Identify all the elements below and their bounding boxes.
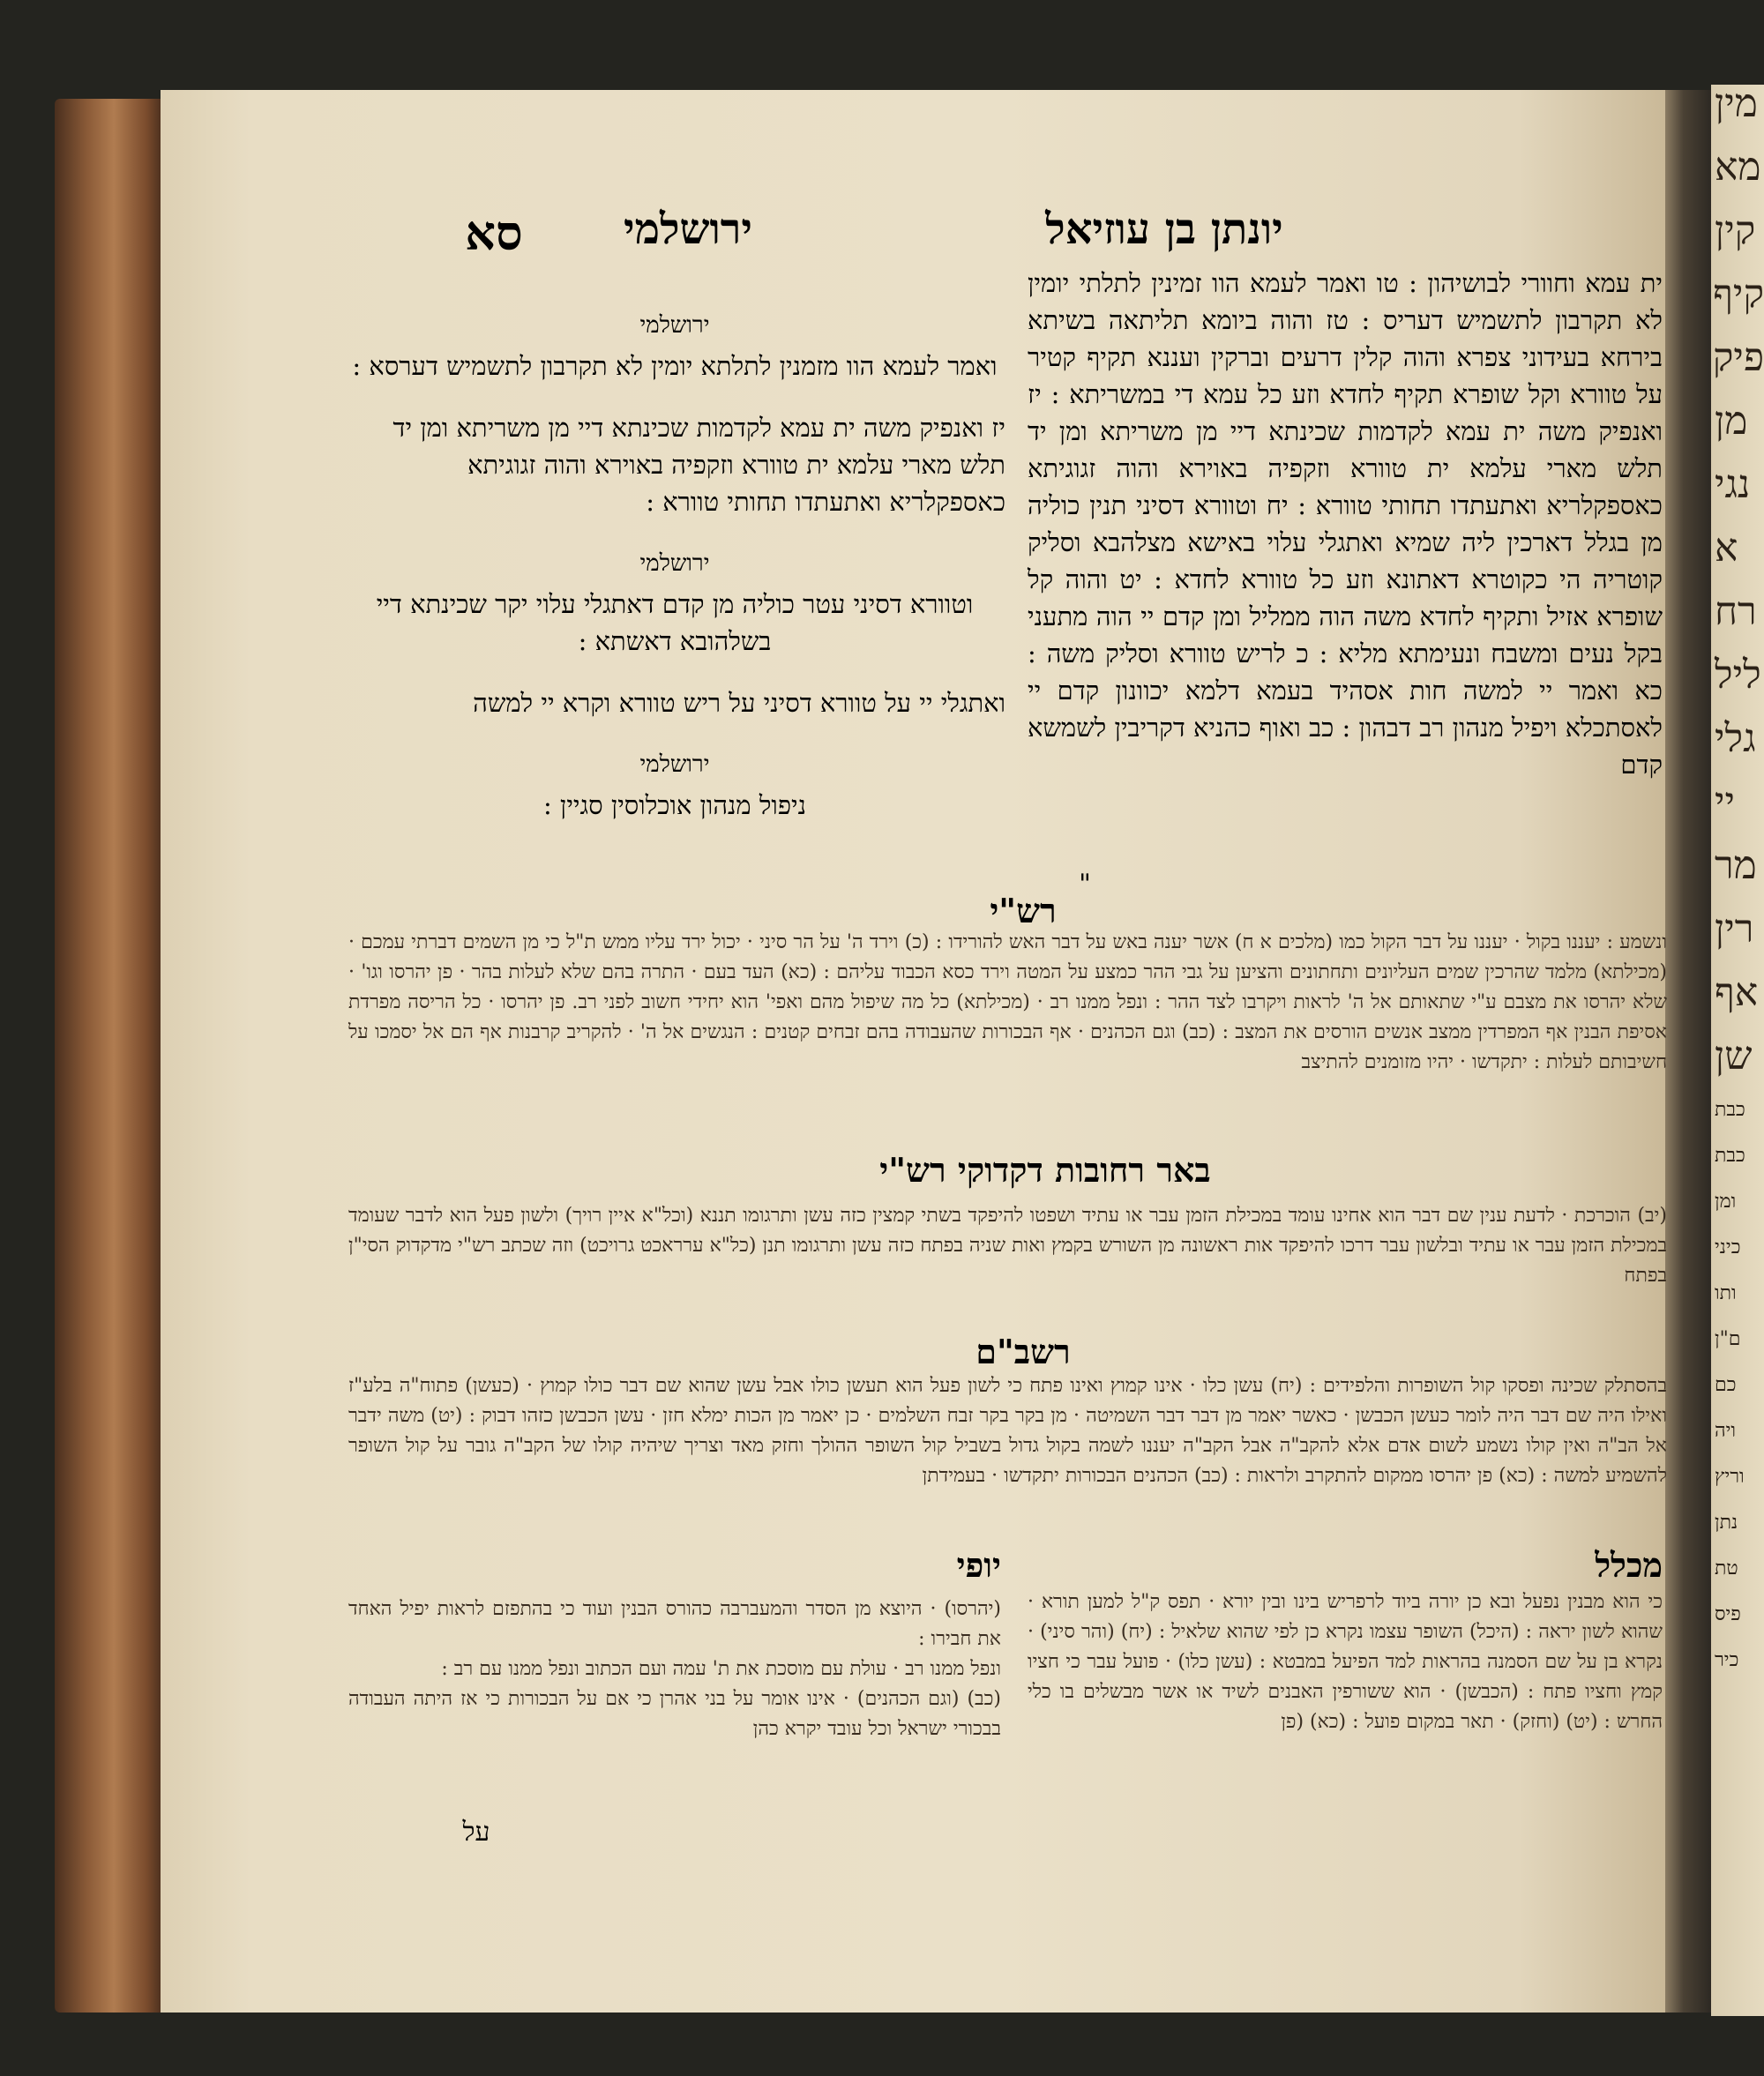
yerushalmi-text: ואמר לעמא הוו מזמנין לתלתא יומין לא תקרבון לתשמיש דערסא :	[352, 351, 998, 381]
next-page-fragment: וריץ	[1715, 1466, 1745, 1488]
rashi-commentary: ונשמע : יעננו בקול · יעננו על דבר הקול כמו (מלכים א ח) אשר יענה באש על דבר האש להורידו : (כ) וירד ה' על הר סיני · יכול ירד עליו ממש ת"ל כי מן השמים דברתי עמכם · (מכילתא) מלמד שהרכין שמים העליונים ותחתונים והציען על גבי ההר כמצע על המטה וירד כסא הכבוד עליהם : (כא) העד בעם · התרה בהם שלא לעלות בהר · פן יהרסו וגו' · שלא יהרסו את מצבם ע"י שתאותם אל ה' לראות ויקרבו לצד ההר : ונפל ממנו רב · (מכילתא) כל מה שיפול מהם ואפי' הוא יחידי חשוב לפני רב. פן יהרסו · כל הריסה מפרדת אסיפת הבנין אף המפרדין ממצב אנשים הורסים את המצב : (כב) וגם הכהנים · אף הבכורות שהעבודה בהם זבחים קטנים : הנגשים אל ה' · להקריב קרבנות אף הם אל יסמכו על חשיבותם לעלות : יתקדשו · יהיו מזומנים להתיצב	[348, 931, 1667, 1073]
yerushalmi-block	[344, 545, 1005, 660]
next-page-fragment: כם	[1715, 1374, 1737, 1396]
yerushalmi-block	[344, 409, 1005, 520]
next-page-fragment: מר	[1715, 843, 1757, 888]
next-page-fragment: רין	[1715, 907, 1754, 952]
next-page-strip	[1711, 85, 1764, 2016]
next-page-fragment: כיני	[1715, 1236, 1741, 1258]
next-page-fragment: פיק	[1712, 335, 1764, 380]
next-page-fragment: ם"ן	[1715, 1328, 1741, 1350]
yerushalmi-text: וטוורא דסיני עטר כוליה מן קדם דאתגלי עלוי יקר שכינתא דיי בשלהובא דאשתא :	[376, 589, 974, 656]
catchword-mark: "	[1079, 869, 1091, 900]
next-page-fragment: ליל	[1715, 653, 1761, 698]
next-page-fragment: נתן	[1715, 1512, 1738, 1534]
yofi-entry: (כב) (וגם הכהנים) · אינו אומר על בני אהרן כי אם על הבכורות כי אז היתה העבודה בבכורי ישראל וכל עובד יקרא כהן	[348, 1688, 1001, 1740]
next-page-fragment: מן	[1715, 399, 1748, 444]
next-page-fragment: ומן	[1715, 1191, 1737, 1213]
yerushalmi-label: ירושלמי	[639, 550, 710, 577]
targum-jonathan-column	[1028, 265, 1663, 783]
rashi-title: רש"י	[990, 891, 1057, 930]
yofi-entry: (יהרסו) · היוצא מן הסדר והמעברבה כהורס הבנין ועוד כי בהתפזם לראות יפיל האחד את חבירו :	[348, 1598, 1001, 1650]
yerushalmi-verse-text: יז ואנפיק משה ית עמא לקדמות שכינתא דיי מן משריתא ומן יד תלש מארי עלמא ית טוורא וזקפיה באוירא והוה זגוגיתא כאספקלריא ואתעתדו תחותי טוורא :	[392, 413, 1005, 517]
next-page-fragment: גלי	[1715, 716, 1756, 761]
yofi-title: יופי	[956, 1545, 1001, 1585]
next-page-fragment: א	[1715, 526, 1738, 571]
next-page-fragment: כבת	[1715, 1099, 1745, 1121]
yerushalmi-column	[344, 298, 1005, 848]
next-page-fragment: מא	[1715, 145, 1761, 190]
next-page-fragment: כיר	[1715, 1649, 1739, 1671]
page-gutter	[1665, 90, 1711, 2013]
yofi-entry: ונפל ממנו רב · עולת עם מוסכת את ת' עמה ועם הכתוב ונפל ממנו עם רב :	[441, 1658, 1001, 1680]
next-page-fragment: נגי	[1715, 462, 1751, 507]
next-page-fragment: שן	[1715, 1034, 1753, 1079]
next-page-fragment: אף	[1715, 970, 1759, 1015]
next-page-fragment: רח	[1715, 589, 1757, 634]
michlal-commentary: כי הוא מבנין נפעל ובא כן יורה ביוד לרפריש בינו ובין יורא · תפס ק"ל למען תורא · שהוא לשון יראה : (היכל) השופר עצמו נקרא כן לפי שהוא שלאיל : (יח) (והר סיני) · נקרא בן על שם הסמנה בהראות למד הפיעל במבטא : (עשן כלו) · פועל עבר כי חציו קמץ וחציו פתח : (הכבשן) · הוא ששורפין האבנים לשיד או אשר מבשלים בו כלי החרש : (יט) (וחזק) · תאר במקום פועל : (כא) (פן	[1028, 1591, 1663, 1733]
catchword: על	[462, 1817, 490, 1848]
next-page-fragment: כבת	[1715, 1145, 1745, 1167]
yerushalmi-block	[344, 307, 1005, 385]
next-page-fragment: קין	[1715, 208, 1756, 253]
yerushalmi-verse-text: ואתגלי יי על טוורא דסיני על ריש טוורא וקרא יי למשה	[473, 688, 1005, 718]
next-page-fragment: פיס	[1715, 1603, 1741, 1625]
next-page-fragment: מין	[1715, 85, 1758, 126]
header-title-right: יונתן בן עוזיאל	[1045, 205, 1283, 254]
rashbam-title: רשב"ם	[975, 1332, 1071, 1371]
book-spine-edge	[55, 99, 162, 2013]
folio-number: סא	[465, 205, 523, 261]
bear-rechovot-commentary: (יב) הוכרכת · לדעת ענין שם דבר הוא אחינו עומד במכילת הזמן עבר או עתיד ושפטו להיפקד בשתי קמצין כזה עשן ותרגומו תננא (וכל"א איין רויך) ולשון פעל הוא לדבר שעומד במכילת הזמן עבר או עתיד ובלשון עבר דרכו להיפקד אות ראשונה מן השורש בקמץ ואות שניה בפתח כזה עשן ותרגומו תנן (כל"א ערראכט גרויכט) וזה שכתב רש"י מדקדוק הסי"ן בפתח	[348, 1205, 1667, 1287]
next-page-fragment: ויה	[1715, 1420, 1737, 1442]
michlal-title: מכלל	[1595, 1545, 1663, 1585]
yerushalmi-label: ירושלמי	[639, 751, 710, 778]
yerushalmi-block	[344, 684, 1005, 721]
yofi-commentary	[348, 1594, 1001, 1744]
targum-jonathan-text: ית עמא וחוורי לבושיהון : טו ואמר לעמא הוו זמינין לתלתי יומין לא תקרבון לתשמיש דעריס : טז והוה ביומא תליתאה בשיתא בירחא בעידוני צפרא והוה קלין דרעים וברקין ועננא תקיף קטיר על טוורא וקל שופרא תקיף לחדא וזע כל עמא די במשריתא : יז ואנפיק משה ית עמא לקדמות שכינתא דיי מן משריתא ומן יד תלש מארי עלמא ית טוורא וזקפיה באוירא והוה זגוגיתא כאספקלריא ואתעתדו תחותי טוורא : יח וטוורא דסיני תנין כוליה מן בגלל דארכין ליה שמיא ואתגלי עלוי באישא מצלהבא וסליק קוטריה הי כקוטרא דאתונא וזע כל טוורא לחדא : יט והוה קל שופרא אזיל ותקיף לחדא משה הוה ממליל ומן קדם יי הוה מתעני בקל נעים ומשבח ונעימתא מליא : כ לריש טוורא וסליק משה : כא ואמר יי למשה חות אסהיד בעמא דלמא יכוונון קדם יי לאסתכלא ויפיל מנהון רב דבהון : כב ואוף כהניא דקריבין לשמשא קדם	[1028, 268, 1663, 780]
rashbam-commentary: בהסתלק שכינה ופסקו קול השופרות והלפידים : (יח) עשן כלו · אינו קמוץ ואינו פתח כי לשון פעל הוא תעשן כולו אבל עשן שהוא שם דבר כולו קמוץ · (כעשן) פתוח"ה בלע"ז ואילו היה שם דבר היה לומר כעשן הכבשן · כאשר יאמר מן דבר דבר השמיטה · מן בקר בקר זבח השלמים · כן יאמר מן הכות ימלא חזן · עשן הכבשן כזהו דבוק : (יט) משה ידבר אל הב"ה ואין קולו נשמע לשום אדם אלא להקב"ה אבל הקב"ה יעננו לשמה בקול גדול בשביל קול השופר ההולך וחזק מאד וצריך שיהיה קולו של הקב"ה גובר על קול השופר להשמיע למשה : (כא) פן יהרסו ממקום להתקרב ולראות : (כב) הכהנים הבכורות יתקדשו · בעמידתן	[348, 1375, 1667, 1487]
next-page-fragment: יי	[1715, 780, 1736, 825]
next-page-fragment: קיף	[1713, 272, 1764, 317]
yerushalmi-block	[344, 746, 1005, 824]
yerushalmi-text: ניפול מנהון אוכלוסין סגיין :	[542, 790, 807, 820]
yerushalmi-label: ירושלמי	[639, 312, 710, 339]
next-page-fragment: ותו	[1715, 1282, 1737, 1304]
next-page-fragment: טת	[1715, 1557, 1738, 1579]
header-title-left: ירושלמי	[624, 205, 752, 254]
bear-rechovot-title: באר רחובות דקדוקי רש"י	[879, 1150, 1211, 1190]
